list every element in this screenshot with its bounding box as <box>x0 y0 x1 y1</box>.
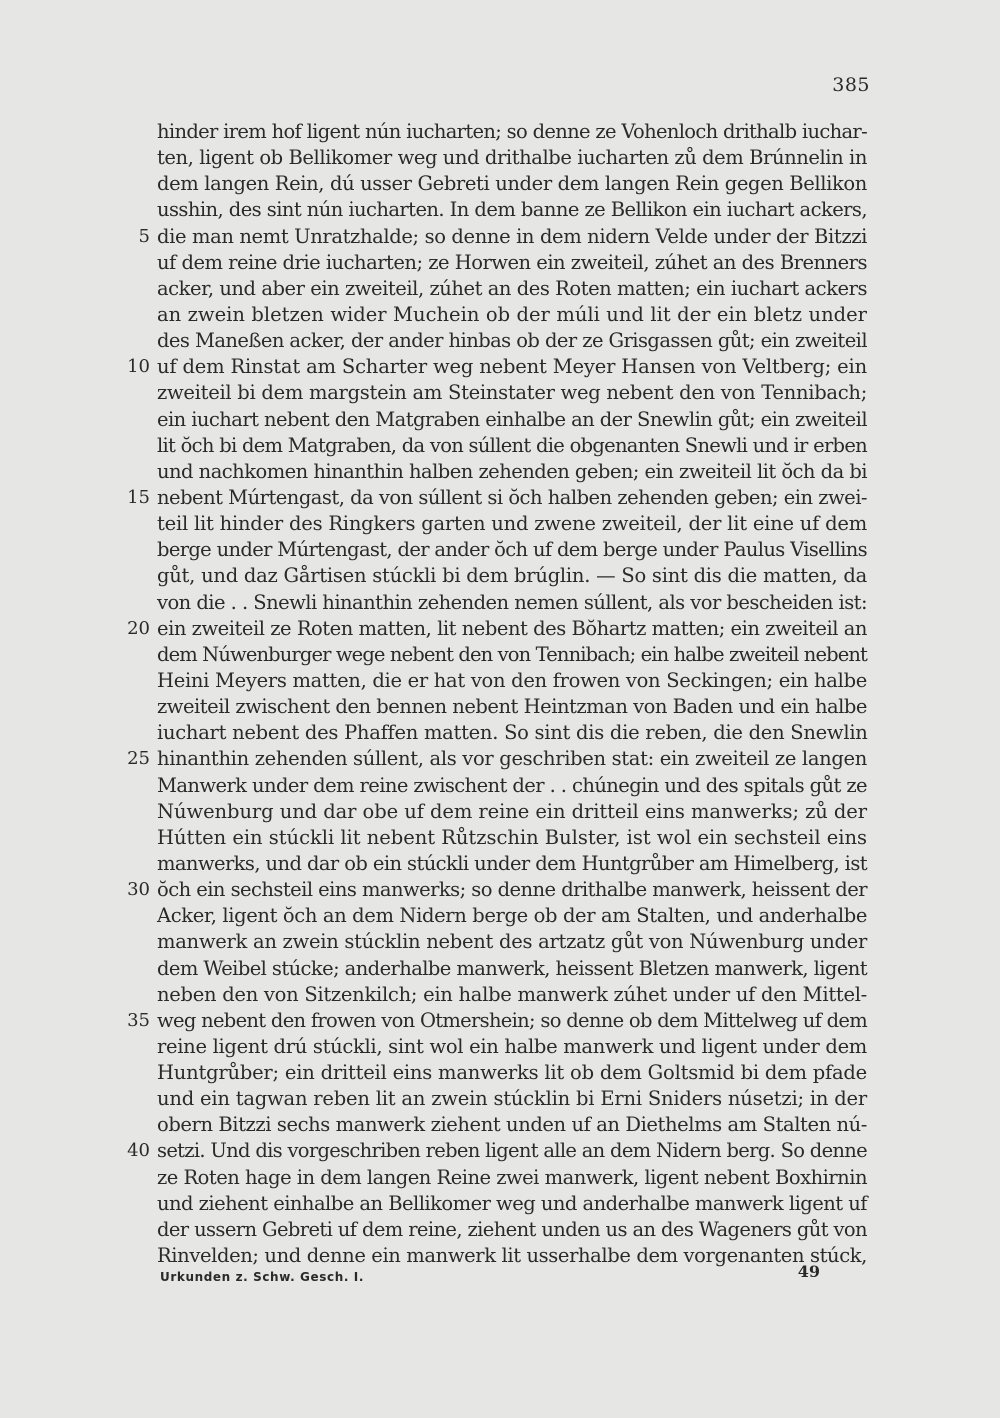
line-number: 25 <box>127 748 150 770</box>
footer-sheet-number: 49 <box>797 1262 820 1281</box>
line-text: ŏch ein sechsteil eins manwerks; so denne drithalbe manwerk, heissent der <box>157 878 867 902</box>
text-line <box>0 746 1000 772</box>
line-text: obern Bitzzi sechs manwerk ziehent unden uf an Diethelms am Stalten nú- <box>157 1113 867 1137</box>
line-number: 20 <box>127 617 150 639</box>
text-line <box>0 1243 1000 1269</box>
text-line <box>0 276 1000 302</box>
line-text: zweiteil bi dem margstein am Steinstater weg nebent den von Tennibach; <box>157 381 867 405</box>
text-line <box>0 433 1000 459</box>
line-text: von die . . Snewli hinanthin zehenden nemen súllent, als vor bescheiden ist: <box>157 590 867 614</box>
text-line <box>0 982 1000 1008</box>
text-line <box>0 720 1000 746</box>
line-text: lit ŏch bi dem Matgraben, da von súllent die obgenanten Snewli und ir erben <box>157 433 867 457</box>
text-line <box>0 1191 1000 1217</box>
text-line <box>0 459 1000 485</box>
line-number: 5 <box>138 225 150 247</box>
text-line <box>0 1112 1000 1138</box>
line-text: gůt, und daz Gårtisen stúckli bi dem brúglin. — So sint dis die matten, da <box>157 564 867 588</box>
text-line <box>0 224 1000 250</box>
text-line <box>0 877 1000 903</box>
text-line <box>0 145 1000 171</box>
line-text: manwerk an zwein stúcklin nebent des artzatz gůt von Núwenburg under <box>157 930 867 954</box>
line-text: an zwein bletzen wider Muchein ob der múli und lit der ein bletz under <box>157 302 867 326</box>
line-number: 10 <box>127 356 150 378</box>
line-text: dem Núwenburger wege nebent den von Tennibach; ein halbe zweiteil nebent <box>157 642 867 666</box>
line-text: hinder irem hof ligent nún iucharten; so denne ze Vohenloch drithalb iuchar- <box>157 120 867 143</box>
line-text: uf dem Rinstat am Scharter weg nebent Meyer Hansen von Veltberg; ein <box>157 355 867 379</box>
line-number: 35 <box>127 1009 150 1031</box>
text-line <box>0 354 1000 380</box>
line-text: Heini Meyers matten, die er hat von den frowen von Seckingen; ein halbe <box>157 668 867 692</box>
line-text: Hútten ein stúckli lit nebent Růtzschin Bulster, ist wol ein sechsteil eins <box>157 825 867 849</box>
text-line <box>0 956 1000 982</box>
line-text: des Maneßen acker, der ander hinbas ob der ze Grisgassen gůt; ein zweiteil <box>157 329 868 353</box>
text-line <box>0 407 1000 433</box>
text-line <box>0 825 1000 851</box>
text-line <box>0 511 1000 537</box>
line-text: Huntgrůber; ein dritteil eins manwerks lit ob dem Goltsmid bi dem pfade <box>157 1061 867 1085</box>
line-text: ten, ligent ob Bellikomer weg und drithalbe iucharten zů dem Brúnnelin in <box>157 146 867 170</box>
text-line <box>0 799 1000 825</box>
text-line <box>0 668 1000 694</box>
text-line <box>0 903 1000 929</box>
text-line <box>0 642 1000 668</box>
text-line <box>0 563 1000 589</box>
text-line <box>0 1217 1000 1243</box>
line-text: manwerks, und dar ob ein stúckli under dem Huntgrůber am Himelberg, ist <box>157 851 867 875</box>
text-line <box>0 380 1000 406</box>
line-text: Rinvelden; und denne ein manwerk lit usserhalbe dem vorgenanten stúck, <box>157 1244 867 1268</box>
line-text: acker, und aber ein zweiteil, zúhet an des Roten matten; ein iuchart ackers <box>157 276 867 300</box>
text-line <box>0 1086 1000 1112</box>
line-text: der ussern Gebreti uf dem reine, ziehent unden us an des Wageners gůt von <box>157 1217 867 1241</box>
line-text: und nachkomen hinanthin halben zehenden geben; ein zweiteil lit ŏch da bi <box>157 459 867 483</box>
body-text <box>0 119 1000 1269</box>
text-line <box>0 1008 1000 1034</box>
text-line <box>0 851 1000 877</box>
line-text: neben den von Sitzenkilch; ein halbe manwerk zúhet under uf den Mittel- <box>157 982 867 1006</box>
line-text: dem langen Rein, dú usser Gebreti under dem langen Rein gegen Bellikon <box>157 172 867 196</box>
footer-source: Urkunden z. Schw. Gesch. I. <box>160 1270 364 1284</box>
line-text: und ziehent einhalbe an Bellikomer weg und anderhalbe manwerk ligent uf <box>157 1191 867 1215</box>
line-text: iuchart nebent des Phaffen matten. So sint dis die reben, die den Snewlin <box>157 721 868 745</box>
text-line <box>0 929 1000 955</box>
text-line <box>0 171 1000 197</box>
line-text: ein zweiteil ze Roten matten, lit nebent des Bŏhartz matten; ein zweiteil an <box>157 616 867 640</box>
line-text: ze Roten hage in dem langen Reine zwei manwerk, ligent nebent Boxhirnin <box>157 1165 867 1189</box>
text-line <box>0 1138 1000 1164</box>
line-number: 15 <box>127 486 150 508</box>
line-text: berge under Múrtengast, der ander ŏch uf dem berge under Paulus Visellins <box>157 538 867 562</box>
line-text: und ein tagwan reben lit an zwein stúcklin bi Erni Sniders núsetzi; in der <box>157 1087 867 1111</box>
text-line <box>0 485 1000 511</box>
text-line <box>0 1165 1000 1191</box>
line-text: uf dem reine drie iucharten; ze Horwen ein zweiteil, zúhet an des Brenners <box>157 250 867 274</box>
line-text: zweiteil zwischent den bennen nebent Heintzman von Baden und ein halbe <box>157 695 867 719</box>
text-line <box>0 590 1000 616</box>
text-line <box>0 694 1000 720</box>
line-text: teil lit hinder des Ringkers garten und zwene zweiteil, der lit eine uf dem <box>157 512 867 536</box>
text-line <box>0 616 1000 642</box>
line-text: die man nemt Unratzhalde; so denne in dem nidern Velde under der Bitzzi <box>157 224 867 248</box>
text-line <box>0 1060 1000 1086</box>
line-text: usshin, des sint nún iucharten. In dem banne ze Bellikon ein iuchart ackers, <box>157 198 867 222</box>
line-number: 30 <box>127 879 150 901</box>
text-line <box>0 1034 1000 1060</box>
line-text: weg nebent den frowen von Otmershein; so denne ob dem Mittelweg uf dem <box>157 1008 867 1032</box>
line-text: Acker, ligent ŏch an dem Nidern berge ob der am Stalten, und anderhalbe <box>157 904 867 928</box>
line-text: hinanthin zehenden súllent, als vor geschriben stat: ein zweiteil ze langen <box>157 747 867 771</box>
line-text: nebent Múrtengast, da von súllent si ŏch halben zehenden geben; ein zwei- <box>157 485 867 509</box>
text-line <box>0 302 1000 328</box>
text-line <box>0 328 1000 354</box>
text-line <box>0 197 1000 223</box>
page-number: 385 <box>832 74 870 96</box>
line-number: 40 <box>127 1140 150 1162</box>
line-text: ein iuchart nebent den Matgraben einhalbe an der Snewlin gůt; ein zweiteil <box>157 407 867 431</box>
line-text: dem Weibel stúcke; anderhalbe manwerk, heissent Bletzen manwerk, ligent <box>157 956 867 980</box>
line-text: reine ligent drú stúckli, sint wol ein halbe manwerk und ligent under dem <box>157 1034 867 1058</box>
line-text: Manwerk under dem reine zwischent der . . chúnegin und des spitals gůt ze <box>157 773 867 797</box>
text-line <box>0 119 1000 145</box>
line-text: Núwenburg und dar obe uf dem reine ein dritteil eins manwerks; zů der <box>157 799 867 823</box>
text-line <box>0 250 1000 276</box>
text-line <box>0 537 1000 563</box>
text-line <box>0 773 1000 799</box>
line-text: setzi. Und dis vorgeschriben reben ligent alle an dem Nidern berg. So denne <box>157 1139 867 1163</box>
